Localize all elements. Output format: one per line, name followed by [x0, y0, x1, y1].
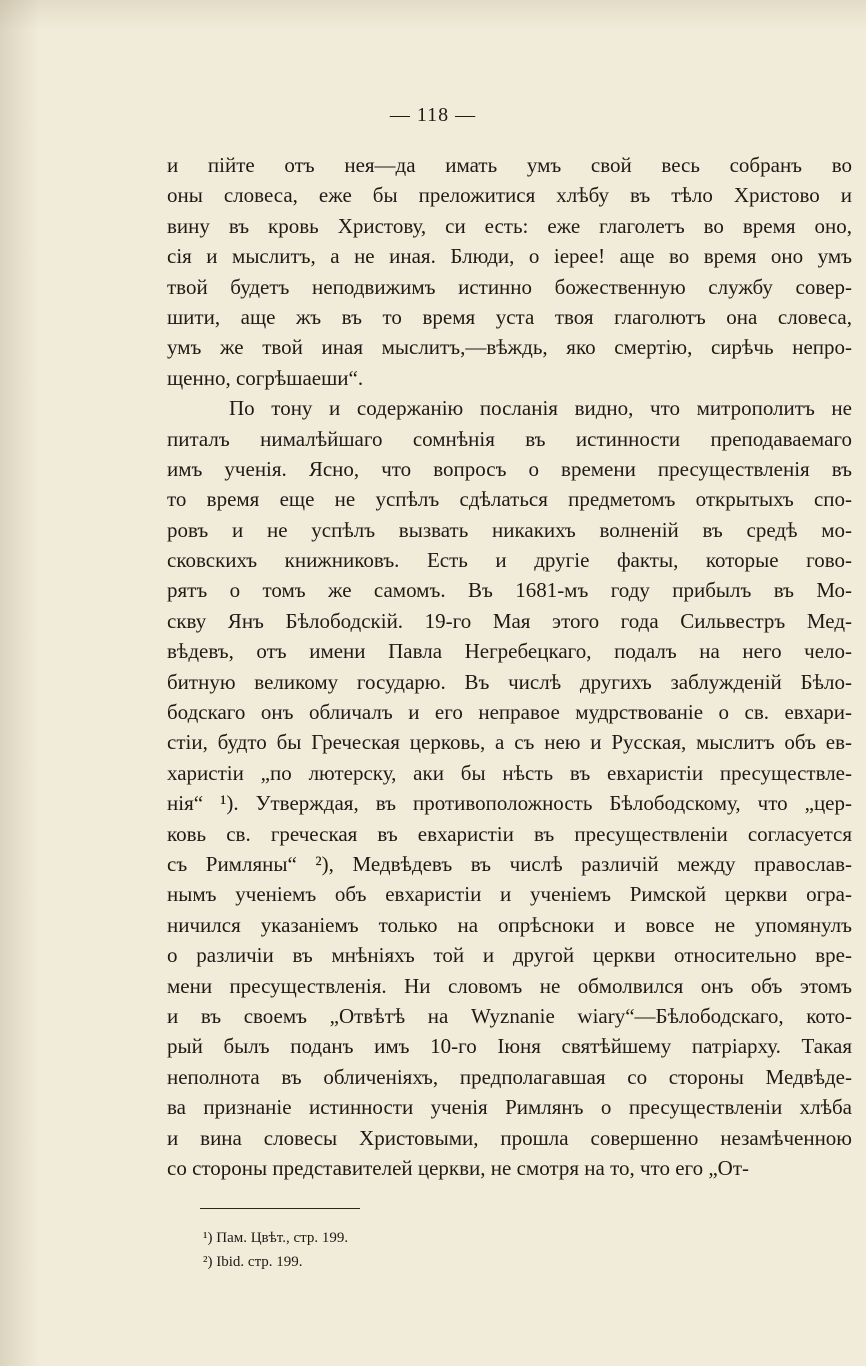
text-line: оны словеса, еже бы преложитися хлѣбу въ тѣло Христово и — [167, 183, 852, 208]
text-line: бодскаго онъ обличалъ и его неправое мудрствованіе о св. евхари- — [167, 700, 852, 725]
text-line: съ Римляны“ ²), Медвѣдевъ въ числѣ различій между православ- — [167, 851, 852, 876]
text-line: сковскихъ книжниковъ. Есть и другіе факты, которые гово- — [167, 548, 852, 573]
text-line: сія и мыслитъ, а не иная. Блюди, о іерее! аще во время оно умъ — [167, 244, 852, 269]
text-line: умъ же твой иная мыслитъ,—вѣждь, яко смертію, сирѣчь непро- — [167, 335, 852, 360]
text-line: то время еще не успѣлъ сдѣлаться предметомъ открытыхъ спо- — [167, 487, 852, 512]
page-number: — 118 — — [389, 104, 477, 126]
footnote-divider — [200, 1208, 360, 1209]
text-line: вину въ кровь Христову, си есть: еже глаголетъ во время оно, — [167, 213, 852, 238]
footnote: ²) Ibid. стр. 199. — [203, 1254, 303, 1270]
page-edge-shadow — [0, 0, 40, 1366]
text-line: харистіи „по лютерску, аки бы нѣсть въ евхаристіи пресуществле- — [167, 760, 852, 785]
text-line: твой будетъ неподвижимъ истинно божественную службу совер- — [167, 274, 852, 299]
text-line: ковь св. греческая въ евхаристіи въ пресуществленіи согласуется — [167, 821, 852, 846]
text-line: ва признаніе истинности ученія Римлянъ о пресуществленіи хлѣба — [167, 1095, 852, 1120]
footnote: ¹) Пам. Цвѣт., стр. 199. — [203, 1230, 349, 1246]
text-line: стіи, будто бы Греческая церковь, а съ нею и Русская, мыслитъ объ ев- — [167, 730, 852, 755]
text-line: шити, аще жъ въ то время уста твоя глаголютъ она словеса, — [167, 304, 852, 329]
text-line: имъ ученія. Ясно, что вопросъ о времени пресуществленія въ — [167, 456, 852, 481]
text-line: битную великому государю. Въ числѣ другихъ заблужденій Бѣло- — [167, 669, 852, 694]
page-top-shadow — [0, 0, 866, 30]
text-line: неполнота въ обличеніяхъ, предполагавшая со стороны Медвѣде- — [167, 1064, 852, 1089]
text-line: со стороны представителей церкви, не смотря на то, что его „От- — [167, 1155, 750, 1180]
text-line: и въ своемъ „Отвѣтѣ на Wyznanie wiary“—Бѣлободскаго, кото- — [167, 1003, 852, 1028]
text-line: рый былъ поданъ имъ 10-го Іюня святѣйшему патріарху. Такая — [167, 1034, 852, 1059]
text-line: щенно, согрѣшаеши“. — [167, 365, 364, 390]
text-line: нія“ ¹). Утверждая, въ противоположность Бѣлободскому, что „цер- — [167, 791, 852, 816]
text-line: ничился указаніемъ только на опрѣсноки и вовсе не упомянулъ — [167, 912, 852, 937]
text-line: ровъ и не успѣлъ вызвать никакихъ волненій въ средѣ мо- — [167, 517, 852, 542]
body-text — [167, 150, 852, 1183]
text-line: и вина словесы Христовыми, прошла совершенно незамѣченною — [167, 1125, 852, 1150]
text-line: и пійте отъ нея—да имать умъ свой весь собранъ во — [167, 153, 852, 177]
footnotes — [203, 1226, 348, 1274]
text-line: о различіи въ мнѣніяхъ той и другой церкви относительно вре- — [167, 943, 852, 968]
text-line: По тону и содержанію посланія видно, что митрополитъ не — [229, 396, 852, 421]
text-line: рятъ о томъ же самомъ. Въ 1681-мъ году прибылъ въ Мо- — [167, 578, 852, 603]
text-line: питалъ нималѣйшаго сомнѣнія въ истинности преподаваемаго — [167, 426, 852, 451]
text-line: нымъ ученіемъ объ евхаристіи и ученіемъ Римской церкви огра- — [167, 882, 852, 907]
text-line: скву Янъ Бѣлободскій. 19-го Мая этого года Сильвестръ Мед- — [167, 608, 852, 633]
text-line: мени пресуществленія. Ни словомъ не обмолвился онъ объ этомъ — [167, 973, 852, 998]
text-line: вѣдевъ, отъ имени Павла Негребецкаго, подалъ на него чело- — [167, 639, 852, 664]
